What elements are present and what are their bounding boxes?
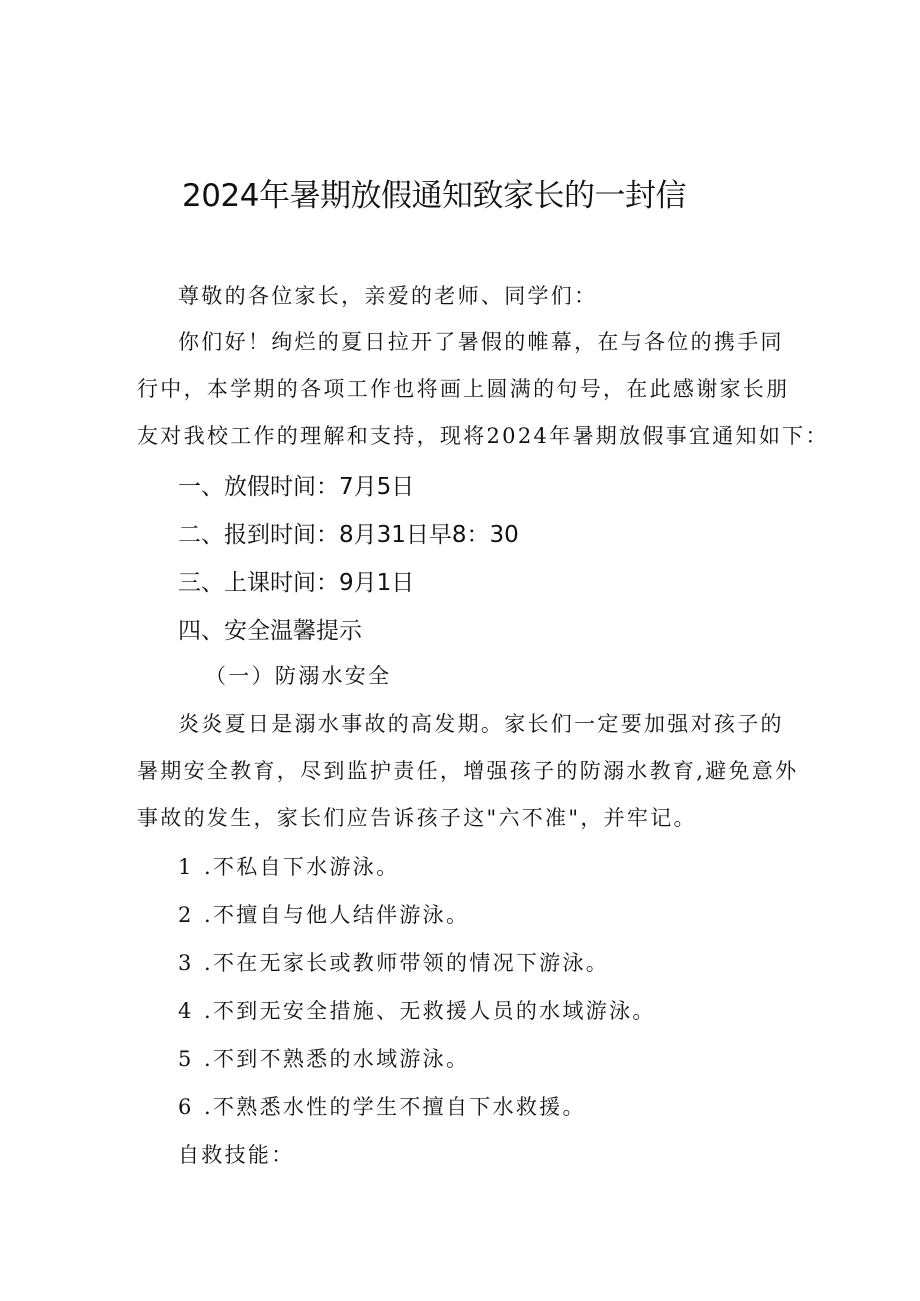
subheading-drowning-safety: （一）防溺水安全: [205, 664, 392, 688]
rule-text: .不到不熟悉的水域游泳。: [204, 1047, 470, 1071]
page-title: 2024年暑期放假通知致家长的一封信: [182, 178, 686, 214]
rule-number: 1: [178, 855, 194, 879]
rule-item: [178, 1091, 586, 1121]
rule-number: 3: [178, 951, 194, 975]
rule-text: .不擅自与他人结伴游泳。: [204, 903, 470, 927]
rule-item: [178, 995, 656, 1025]
rule-number: 5: [178, 1047, 194, 1071]
rule-number: 4: [178, 999, 194, 1023]
rule-item: [178, 1043, 469, 1073]
intro-line-1: 你们好！绚烂的夏日拉开了暑假的帷幕，在与各位的携手同: [178, 330, 784, 354]
rule-item: [178, 899, 469, 929]
intro-line-2: 行中，本学期的各项工作也将画上圆满的句号，在此感谢家长朋: [137, 377, 790, 401]
greeting: 尊敬的各位家长，亲爱的老师、同学们：: [178, 284, 598, 308]
self-rescue-heading: 自救技能：: [178, 1143, 295, 1167]
section-class-time: 三、上课时间：9月1日: [178, 570, 415, 596]
section-safety-tips: 四、安全温馨提示: [178, 618, 362, 644]
section-vacation-time: 一、放假时间：7月5日: [178, 474, 415, 500]
rule-number: 2: [178, 903, 194, 927]
rule-text: .不在无家长或教师带领的情况下游泳。: [204, 951, 610, 975]
para-line-3: 事故的发生，家长们应告诉孩子这"六不准"，并牢记。: [137, 806, 697, 830]
rule-item: [178, 851, 399, 881]
rule-item: [178, 947, 609, 977]
intro-line-3: 友对我校工作的理解和支持，现将2024年暑期放假事宜通知如下：: [137, 424, 829, 448]
rule-text: .不熟悉水性的学生不擅自下水救援。: [204, 1095, 586, 1119]
rule-number: 6: [178, 1095, 194, 1119]
para-line-2: 暑期安全教育，尽到监护责任，增强孩子的防溺水教育,避免意外: [137, 759, 799, 783]
rule-text: .不到无安全措施、无救援人员的水域游泳。: [204, 999, 656, 1023]
para-line-1: 炎炎夏日是溺水事故的高发期。家长们一定要加强对孩子的: [178, 712, 784, 736]
rule-text: .不私自下水游泳。: [204, 855, 400, 879]
section-report-time: 二、报到时间：8月31日早8：30: [178, 522, 519, 548]
